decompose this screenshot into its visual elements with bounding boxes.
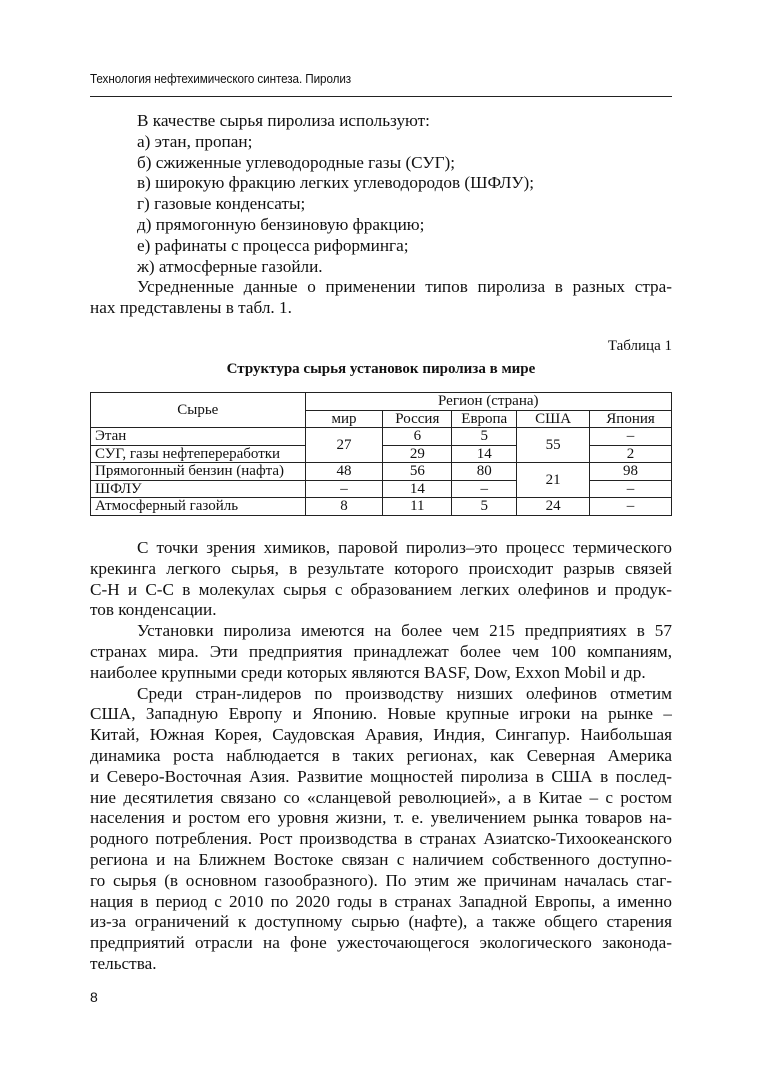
cell-europe: 5 (452, 428, 517, 446)
paragraph-line: предприятий отрасли на фоне ужесточающегося экологического законода- (90, 933, 672, 953)
cell-japan: – (590, 428, 672, 446)
col-header-japan: Япония (590, 410, 672, 428)
cell-japan: 98 (590, 463, 672, 481)
paragraph-line: С точки зрения химиков, паровой пиролиз–это процесс термического (137, 538, 672, 557)
paragraph-line: ние десятилетия связано со «сланцевой революцией», а в Китае – с ростом (90, 787, 672, 807)
cell-russia: 29 (383, 445, 452, 463)
cell-world: 27 (305, 428, 383, 463)
table-number: Таблица 1 (607, 338, 672, 354)
table-row (91, 428, 672, 446)
cell-japan: – (590, 480, 672, 498)
cell-europe: 5 (452, 498, 517, 516)
cell-russia: 6 (383, 428, 452, 446)
cell-world: 8 (305, 498, 383, 516)
running-title: Технология нефтехимического синтеза. Пиролиз (90, 71, 352, 86)
cell-world: – (305, 480, 383, 498)
paragraph-line: крекинга легкого сырья, в результате которого происходит разрыв связей (90, 558, 672, 578)
paragraph-line: Усредненные данные о применении типов пиролиза в разных стра- (137, 277, 672, 297)
col-header-raw: Сырье (91, 393, 306, 428)
cell-europe: 80 (452, 463, 517, 481)
paragraph-line: динамика роста наблюдается в таких регионах, как Северная Америка (90, 745, 672, 765)
cell-europe: 14 (452, 445, 517, 463)
paragraph-line: а) этан, пропан; (137, 131, 253, 151)
table-row (91, 463, 672, 481)
paragraph-line: г) газовые конденсаты; (137, 194, 306, 214)
cell-europe: – (452, 480, 517, 498)
paragraph-line: нах представлены в табл. 1. (90, 298, 292, 318)
cell-russia: 14 (383, 480, 452, 498)
paragraph-line: В качестве сырья пиролиза используют: (137, 111, 430, 130)
feedstock-table (90, 392, 672, 516)
cell-japan: 2 (590, 445, 672, 463)
paragraph-line: д) прямогонную бензиновую фракцию; (137, 214, 425, 234)
cell-world: 48 (305, 463, 383, 481)
col-header-usa: США (517, 410, 590, 428)
col-header-russia: Россия (383, 410, 452, 428)
row-name: Прямогонный бензин (нафта) (91, 463, 306, 481)
paragraph-line: родного потребления. Рост производства в странах Азиатско-Тихоокеанского (90, 829, 672, 849)
paragraph-line: и Северо-Восточная Азия. Развитие мощностей пиролиза в США в послед- (90, 766, 672, 786)
col-header-world: мир (305, 410, 383, 428)
text-block-pyrolysis (90, 538, 672, 975)
paragraph-line: ж) атмосферные газойли. (137, 256, 323, 276)
paragraph-line: США, Западную Европу и Японию. Новые крупные игроки на рынке – (90, 704, 672, 724)
paragraph-line: Установки пиролиза имеются на более чем 215 предприятиях в 57 (137, 621, 672, 641)
col-header-europe: Европа (452, 410, 517, 428)
paragraph-line: С-Н и С-С в молекулах сырья с образованием легких олефинов и продук- (90, 579, 672, 599)
paragraph-line: тельства. (90, 953, 157, 973)
table-header-row (91, 393, 672, 411)
paragraph-line: тов конденсации. (90, 600, 217, 620)
header-rule (90, 96, 672, 97)
paragraph-line: в) широкую фракцию легких углеводородов (ШФЛУ); (137, 173, 535, 193)
row-name: СУГ, газы нефтепереработки (91, 445, 306, 463)
col-header-region: Регион (страна) (305, 393, 671, 411)
row-name: ШФЛУ (91, 480, 306, 498)
paragraph-line: региона и на Ближнем Востоке связан с наличием собственного доступно- (90, 849, 672, 869)
paragraph-line: населения и ростом его уровня жизни, т. е. увеличением рынка товаров на- (90, 808, 672, 828)
paragraph-line: е) рафинаты с процесса риформинга; (137, 235, 409, 255)
table-row (91, 498, 672, 516)
paragraph-line: странах мира. Эти предприятия принадлежат более чем 100 компаниям, (90, 641, 672, 661)
cell-russia: 11 (383, 498, 452, 516)
paragraph-line: нация в период с 2010 по 2020 годы в странах Западной Европы, а именно (90, 891, 672, 911)
cell-japan: – (590, 498, 672, 516)
cell-russia: 56 (383, 463, 452, 481)
paragraph-line: го сырья (в основном газообразного). По этим же причинам началась стаг- (90, 870, 672, 890)
paragraph-line: Среди стран-лидеров по производству низших олефинов отметим (137, 683, 672, 703)
paragraph-line: из-за ограничений к доступному сырью (нафте), а также общего старения (90, 912, 672, 932)
cell-usa: 55 (517, 428, 590, 463)
row-name: Атмосферный газойль (91, 498, 306, 516)
table-title: Структура сырья установок пиролиза в мире (226, 361, 536, 377)
cell-usa: 21 (517, 463, 590, 498)
cell-usa: 24 (517, 498, 590, 516)
page-number: 8 (90, 989, 98, 1005)
paragraph-line: б) сжиженные углеводородные газы (СУГ); (137, 152, 456, 172)
paragraph-line: наиболее крупными среди которых являются BASF, Dow, Exxon Mobil и др. (90, 662, 646, 682)
text-block-feedstock-list (90, 111, 672, 319)
paragraph-line: Китай, Южная Корея, Саудовская Аравия, Индия, Сингапур. Наибольшая (90, 725, 672, 745)
row-name: Этан (91, 428, 306, 446)
